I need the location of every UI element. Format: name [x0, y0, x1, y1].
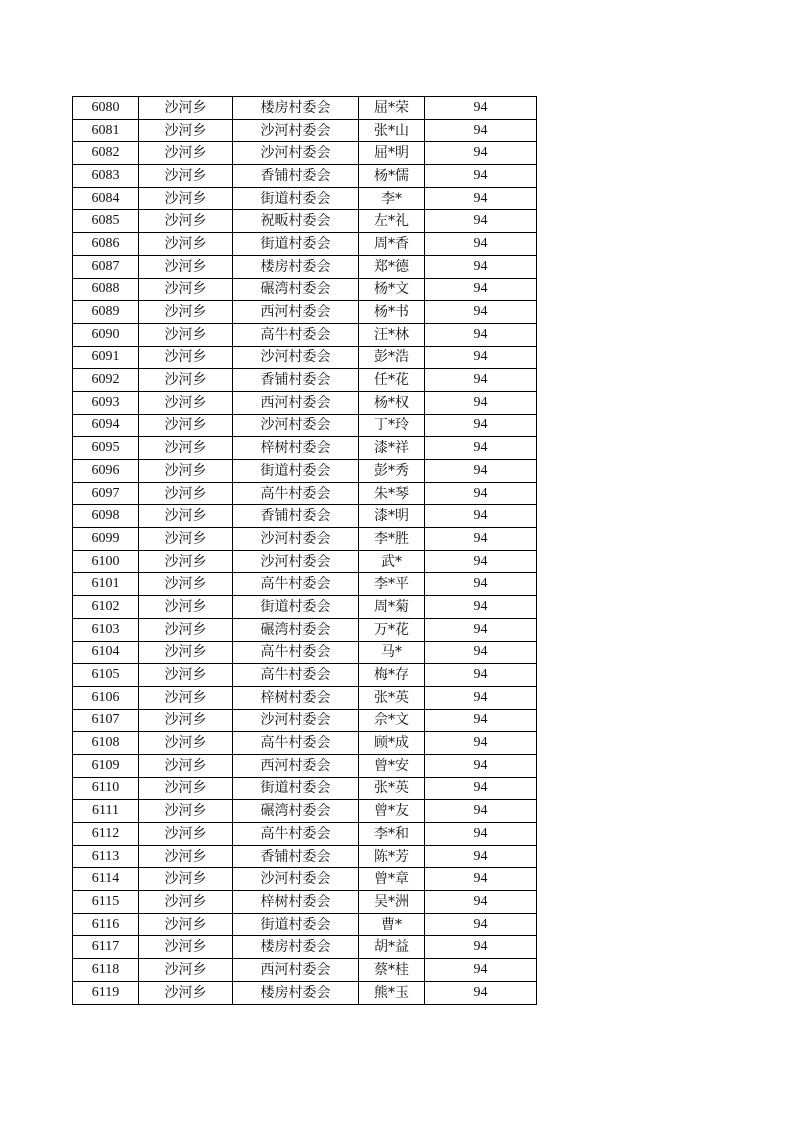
table-row — [73, 482, 537, 505]
table-row — [73, 97, 537, 120]
cell-town: 沙河乡 — [139, 391, 233, 414]
cell-town: 沙河乡 — [139, 165, 233, 188]
cell-id: 6093 — [73, 391, 139, 414]
table-row — [73, 800, 537, 823]
cell-id: 6118 — [73, 959, 139, 982]
cell-score: 94 — [425, 845, 537, 868]
cell-village: 街道村委会 — [233, 913, 359, 936]
cell-name: 张*英 — [359, 686, 425, 709]
cell-score: 94 — [425, 709, 537, 732]
cell-score: 94 — [425, 301, 537, 324]
cell-name: 杨*儒 — [359, 165, 425, 188]
cell-score: 94 — [425, 573, 537, 596]
cell-name: 李*和 — [359, 823, 425, 846]
cell-village: 楼房村委会 — [233, 97, 359, 120]
cell-town: 沙河乡 — [139, 233, 233, 256]
cell-town: 沙河乡 — [139, 278, 233, 301]
cell-name: 万*花 — [359, 618, 425, 641]
cell-name: 屈*明 — [359, 142, 425, 165]
cell-name: 李*胜 — [359, 528, 425, 551]
cell-town: 沙河乡 — [139, 97, 233, 120]
cell-name: 周*菊 — [359, 596, 425, 619]
cell-id: 6119 — [73, 981, 139, 1004]
cell-score: 94 — [425, 596, 537, 619]
cell-name: 佘*文 — [359, 709, 425, 732]
table-row — [73, 641, 537, 664]
cell-score: 94 — [425, 119, 537, 142]
cell-town: 沙河乡 — [139, 686, 233, 709]
cell-name: 周*香 — [359, 233, 425, 256]
cell-town: 沙河乡 — [139, 550, 233, 573]
cell-village: 高牛村委会 — [233, 823, 359, 846]
cell-town: 沙河乡 — [139, 823, 233, 846]
cell-score: 94 — [425, 959, 537, 982]
cell-score: 94 — [425, 391, 537, 414]
cell-score: 94 — [425, 233, 537, 256]
cell-town: 沙河乡 — [139, 709, 233, 732]
cell-village: 高牛村委会 — [233, 641, 359, 664]
cell-id: 6115 — [73, 891, 139, 914]
table-row — [73, 210, 537, 233]
cell-id: 6110 — [73, 777, 139, 800]
cell-name: 胡*益 — [359, 936, 425, 959]
cell-name: 梅*存 — [359, 664, 425, 687]
cell-score: 94 — [425, 165, 537, 188]
cell-score: 94 — [425, 97, 537, 120]
table-row — [73, 709, 537, 732]
table-row — [73, 596, 537, 619]
cell-id: 6114 — [73, 868, 139, 891]
cell-id: 6086 — [73, 233, 139, 256]
table-row — [73, 732, 537, 755]
table-row — [73, 528, 537, 551]
cell-name: 杨*文 — [359, 278, 425, 301]
cell-town: 沙河乡 — [139, 437, 233, 460]
cell-village: 街道村委会 — [233, 777, 359, 800]
table-row — [73, 936, 537, 959]
table-row — [73, 550, 537, 573]
table-row — [73, 913, 537, 936]
table-row — [73, 981, 537, 1004]
cell-town: 沙河乡 — [139, 482, 233, 505]
table-row — [73, 891, 537, 914]
cell-village: 西河村委会 — [233, 391, 359, 414]
cell-score: 94 — [425, 437, 537, 460]
table-row — [73, 573, 537, 596]
cell-name: 曹* — [359, 913, 425, 936]
cell-id: 6083 — [73, 165, 139, 188]
cell-id: 6094 — [73, 414, 139, 437]
cell-village: 楼房村委会 — [233, 981, 359, 1004]
cell-town: 沙河乡 — [139, 618, 233, 641]
cell-id: 6098 — [73, 505, 139, 528]
cell-score: 94 — [425, 505, 537, 528]
cell-score: 94 — [425, 346, 537, 369]
table-row — [73, 460, 537, 483]
cell-id: 6084 — [73, 187, 139, 210]
cell-village: 高牛村委会 — [233, 732, 359, 755]
cell-village: 梓树村委会 — [233, 891, 359, 914]
cell-town: 沙河乡 — [139, 142, 233, 165]
cell-town: 沙河乡 — [139, 119, 233, 142]
cell-name: 彭*浩 — [359, 346, 425, 369]
cell-village: 沙河村委会 — [233, 414, 359, 437]
table-row — [73, 187, 537, 210]
cell-name: 丁*玲 — [359, 414, 425, 437]
cell-town: 沙河乡 — [139, 981, 233, 1004]
cell-village: 香铺村委会 — [233, 505, 359, 528]
cell-id: 6087 — [73, 255, 139, 278]
cell-village: 梓树村委会 — [233, 686, 359, 709]
cell-town: 沙河乡 — [139, 732, 233, 755]
cell-town: 沙河乡 — [139, 800, 233, 823]
cell-score: 94 — [425, 936, 537, 959]
cell-village: 碾湾村委会 — [233, 618, 359, 641]
table-row — [73, 686, 537, 709]
cell-score: 94 — [425, 777, 537, 800]
cell-village: 西河村委会 — [233, 754, 359, 777]
cell-town: 沙河乡 — [139, 414, 233, 437]
table-row — [73, 959, 537, 982]
cell-id: 6092 — [73, 369, 139, 392]
cell-name: 顾*成 — [359, 732, 425, 755]
cell-village: 西河村委会 — [233, 959, 359, 982]
cell-name: 张*英 — [359, 777, 425, 800]
cell-village: 香铺村委会 — [233, 165, 359, 188]
cell-name: 李*平 — [359, 573, 425, 596]
cell-id: 6103 — [73, 618, 139, 641]
cell-score: 94 — [425, 868, 537, 891]
table-row — [73, 346, 537, 369]
cell-id: 6106 — [73, 686, 139, 709]
cell-village: 祝畈村委会 — [233, 210, 359, 233]
cell-id: 6102 — [73, 596, 139, 619]
table-row — [73, 845, 537, 868]
cell-town: 沙河乡 — [139, 323, 233, 346]
cell-id: 6104 — [73, 641, 139, 664]
cell-town: 沙河乡 — [139, 913, 233, 936]
cell-town: 沙河乡 — [139, 959, 233, 982]
cell-score: 94 — [425, 618, 537, 641]
cell-village: 沙河村委会 — [233, 528, 359, 551]
cell-score: 94 — [425, 754, 537, 777]
table-row — [73, 119, 537, 142]
cell-id: 6097 — [73, 482, 139, 505]
cell-village: 高牛村委会 — [233, 573, 359, 596]
cell-town: 沙河乡 — [139, 528, 233, 551]
table-row — [73, 233, 537, 256]
table-body — [73, 97, 537, 1005]
cell-village: 沙河村委会 — [233, 142, 359, 165]
cell-id: 6096 — [73, 460, 139, 483]
cell-town: 沙河乡 — [139, 187, 233, 210]
cell-score: 94 — [425, 210, 537, 233]
cell-id: 6095 — [73, 437, 139, 460]
cell-id: 6108 — [73, 732, 139, 755]
table-row — [73, 618, 537, 641]
cell-town: 沙河乡 — [139, 641, 233, 664]
table-row — [73, 142, 537, 165]
cell-town: 沙河乡 — [139, 255, 233, 278]
cell-score: 94 — [425, 641, 537, 664]
cell-village: 香铺村委会 — [233, 369, 359, 392]
cell-score: 94 — [425, 528, 537, 551]
cell-score: 94 — [425, 255, 537, 278]
cell-id: 6099 — [73, 528, 139, 551]
cell-score: 94 — [425, 981, 537, 1004]
cell-name: 杨*书 — [359, 301, 425, 324]
cell-village: 西河村委会 — [233, 301, 359, 324]
cell-village: 香铺村委会 — [233, 845, 359, 868]
cell-id: 6116 — [73, 913, 139, 936]
cell-name: 蔡*桂 — [359, 959, 425, 982]
cell-name: 马* — [359, 641, 425, 664]
cell-id: 6090 — [73, 323, 139, 346]
data-table — [72, 96, 537, 1005]
cell-village: 沙河村委会 — [233, 709, 359, 732]
cell-id: 6105 — [73, 664, 139, 687]
cell-village: 沙河村委会 — [233, 550, 359, 573]
table-row — [73, 823, 537, 846]
cell-village: 梓树村委会 — [233, 437, 359, 460]
cell-village: 楼房村委会 — [233, 255, 359, 278]
cell-town: 沙河乡 — [139, 845, 233, 868]
cell-name: 朱*琴 — [359, 482, 425, 505]
cell-village: 沙河村委会 — [233, 346, 359, 369]
cell-score: 94 — [425, 142, 537, 165]
cell-town: 沙河乡 — [139, 301, 233, 324]
table-row — [73, 437, 537, 460]
cell-id: 6112 — [73, 823, 139, 846]
cell-score: 94 — [425, 278, 537, 301]
cell-village: 高牛村委会 — [233, 664, 359, 687]
cell-name: 任*花 — [359, 369, 425, 392]
cell-id: 6107 — [73, 709, 139, 732]
cell-score: 94 — [425, 913, 537, 936]
cell-id: 6117 — [73, 936, 139, 959]
table-row — [73, 414, 537, 437]
cell-name: 郑*德 — [359, 255, 425, 278]
cell-town: 沙河乡 — [139, 369, 233, 392]
cell-village: 碾湾村委会 — [233, 800, 359, 823]
cell-id: 6100 — [73, 550, 139, 573]
cell-score: 94 — [425, 686, 537, 709]
table-row — [73, 754, 537, 777]
cell-name: 左*礼 — [359, 210, 425, 233]
cell-town: 沙河乡 — [139, 891, 233, 914]
table-row — [73, 369, 537, 392]
cell-name: 曾*安 — [359, 754, 425, 777]
cell-name: 屈*荣 — [359, 97, 425, 120]
cell-name: 张*山 — [359, 119, 425, 142]
cell-town: 沙河乡 — [139, 754, 233, 777]
table-row — [73, 301, 537, 324]
cell-id: 6089 — [73, 301, 139, 324]
cell-town: 沙河乡 — [139, 777, 233, 800]
cell-town: 沙河乡 — [139, 664, 233, 687]
cell-score: 94 — [425, 732, 537, 755]
cell-village: 高牛村委会 — [233, 482, 359, 505]
cell-village: 街道村委会 — [233, 187, 359, 210]
cell-village: 高牛村委会 — [233, 323, 359, 346]
cell-id: 6081 — [73, 119, 139, 142]
cell-id: 6082 — [73, 142, 139, 165]
cell-score: 94 — [425, 550, 537, 573]
cell-score: 94 — [425, 187, 537, 210]
cell-name: 李* — [359, 187, 425, 210]
cell-name: 陈*芳 — [359, 845, 425, 868]
cell-village: 沙河村委会 — [233, 868, 359, 891]
table-row — [73, 868, 537, 891]
cell-score: 94 — [425, 414, 537, 437]
table-row — [73, 505, 537, 528]
cell-score: 94 — [425, 323, 537, 346]
table-row — [73, 278, 537, 301]
cell-town: 沙河乡 — [139, 210, 233, 233]
cell-name: 吴*洲 — [359, 891, 425, 914]
cell-town: 沙河乡 — [139, 505, 233, 528]
table-row — [73, 255, 537, 278]
table-row — [73, 777, 537, 800]
cell-town: 沙河乡 — [139, 346, 233, 369]
cell-name: 汪*林 — [359, 323, 425, 346]
cell-id: 6101 — [73, 573, 139, 596]
cell-score: 94 — [425, 482, 537, 505]
cell-village: 沙河村委会 — [233, 119, 359, 142]
cell-score: 94 — [425, 460, 537, 483]
cell-id: 6113 — [73, 845, 139, 868]
cell-id: 6088 — [73, 278, 139, 301]
table-row — [73, 323, 537, 346]
cell-village: 街道村委会 — [233, 233, 359, 256]
cell-name: 杨*权 — [359, 391, 425, 414]
cell-name: 曾*友 — [359, 800, 425, 823]
cell-id: 6085 — [73, 210, 139, 233]
cell-village: 碾湾村委会 — [233, 278, 359, 301]
cell-town: 沙河乡 — [139, 868, 233, 891]
cell-score: 94 — [425, 891, 537, 914]
cell-name: 漆*明 — [359, 505, 425, 528]
cell-name: 彭*秀 — [359, 460, 425, 483]
cell-name: 漆*祥 — [359, 437, 425, 460]
cell-village: 街道村委会 — [233, 596, 359, 619]
table-row — [73, 391, 537, 414]
cell-id: 6111 — [73, 800, 139, 823]
cell-name: 曾*章 — [359, 868, 425, 891]
cell-name: 武* — [359, 550, 425, 573]
table-row — [73, 664, 537, 687]
cell-score: 94 — [425, 369, 537, 392]
cell-score: 94 — [425, 800, 537, 823]
cell-score: 94 — [425, 664, 537, 687]
cell-town: 沙河乡 — [139, 596, 233, 619]
cell-village: 楼房村委会 — [233, 936, 359, 959]
cell-name: 熊*玉 — [359, 981, 425, 1004]
cell-town: 沙河乡 — [139, 573, 233, 596]
cell-id: 6080 — [73, 97, 139, 120]
cell-town: 沙河乡 — [139, 460, 233, 483]
table-row — [73, 165, 537, 188]
cell-id: 6109 — [73, 754, 139, 777]
cell-village: 街道村委会 — [233, 460, 359, 483]
cell-score: 94 — [425, 823, 537, 846]
cell-town: 沙河乡 — [139, 936, 233, 959]
cell-id: 6091 — [73, 346, 139, 369]
